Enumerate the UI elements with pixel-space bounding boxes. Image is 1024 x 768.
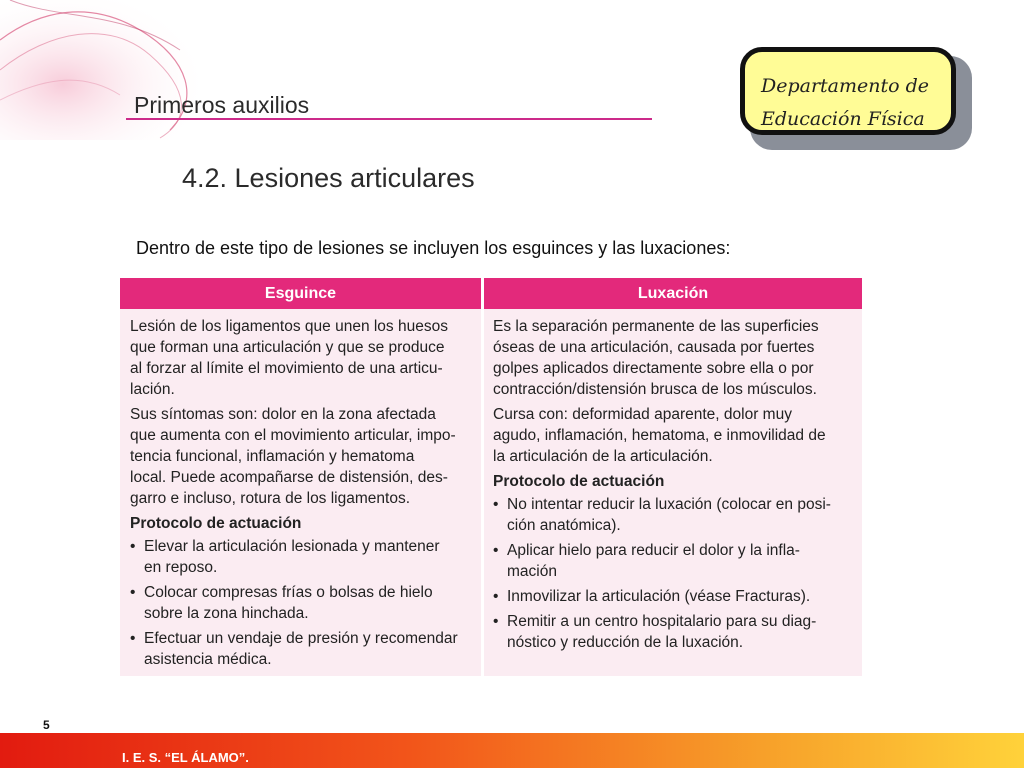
footer-school-name: I. E. S. “EL ÁLAMO”. [122, 750, 249, 765]
text-line: Inmovilizar la articulación (véase Fracturas). [507, 588, 811, 605]
text-line: No intentar reducir la luxación (colocar en posi- [507, 496, 831, 513]
list-item [130, 582, 475, 624]
text-line: nóstico y reducción de la luxación. [507, 634, 744, 651]
page-number: 5 [43, 718, 50, 732]
header-title: Primeros auxilios [134, 92, 310, 118]
text-line: Sus síntomas son: dolor en la zona afectada [130, 406, 436, 423]
header-luxacion: Luxación [484, 278, 862, 309]
intro-text: Dentro de este tipo de lesiones se incluyen los esguinces y las luxaciones: [136, 238, 731, 258]
text-line: lación. [130, 381, 175, 398]
text-line: tencia funcional, inflamación y hematoma [130, 448, 415, 465]
esguince-symptoms [130, 404, 475, 509]
bullet-icon: • [130, 584, 136, 601]
text-line: la articulación de la articulación. [493, 448, 713, 465]
list-item [493, 540, 855, 582]
text-line: óseas de una articulación, causada por fuertes [493, 339, 815, 356]
list-item [493, 494, 855, 536]
text-line: agudo, inflamación, hematoma, e inmovilidad de [493, 427, 826, 444]
department-line-2: Educación Física [761, 108, 925, 130]
luxacion-symptoms [493, 404, 855, 467]
text-line: en reposo. [144, 559, 218, 576]
list-item [493, 586, 855, 607]
text-line: mación [507, 563, 557, 580]
text-line: ción anatómica). [507, 517, 621, 534]
luxacion-protocol-list [493, 494, 855, 653]
esguince-definition [130, 316, 475, 400]
text-line: Aplicar hielo para reducir el dolor y la infla- [507, 542, 800, 559]
text-line: Efectuar un vendaje de presión y recomendar [144, 630, 458, 647]
list-item [493, 611, 855, 653]
bullet-icon: • [493, 542, 499, 559]
bullet-icon: • [493, 613, 499, 630]
text-line: que forman una articulación y que se produce [130, 339, 445, 356]
text-line: garro e incluso, rotura de los ligamentos. [130, 490, 411, 507]
text-line: Colocar compresas frías o bolsas de hielo [144, 584, 433, 601]
bullet-icon: • [130, 630, 136, 647]
esguince-column [130, 316, 475, 674]
column-divider [481, 278, 484, 676]
text-line: Remitir a un centro hospitalario para su diag- [507, 613, 817, 630]
bullet-icon: • [493, 588, 499, 605]
luxacion-definition [493, 316, 855, 400]
text-line: Cursa con: deformidad aparente, dolor muy [493, 406, 792, 423]
text-line: local. Puede acompañarse de distensión, des- [130, 469, 448, 486]
luxacion-column [493, 316, 855, 657]
header-esguince: Esguince [120, 278, 481, 309]
text-line: sobre la zona hinchada. [144, 605, 309, 622]
text-line: asistencia médica. [144, 651, 272, 668]
text-line: que aumenta con el movimiento articular, impo- [130, 427, 456, 444]
bullet-icon: • [130, 538, 136, 555]
text-line: Lesión de los ligamentos que unen los huesos [130, 318, 448, 335]
esguince-protocol-list [130, 536, 475, 670]
text-line: Es la separación permanente de las superficies [493, 318, 819, 335]
bullet-icon: • [493, 496, 499, 513]
comparison-table [120, 278, 862, 676]
luxacion-protocol-title: Protocolo de actuación [493, 473, 665, 490]
text-line: contracción/distensión brusca de los músculos. [493, 381, 817, 398]
text-line: al forzar al límite el movimiento de una articu- [130, 360, 443, 377]
list-item [130, 628, 475, 670]
esguince-protocol-title: Protocolo de actuación [130, 515, 302, 532]
department-badge-text [761, 70, 951, 136]
text-line: golpes aplicados directamente sobre ella o por [493, 360, 814, 377]
list-item [130, 536, 475, 578]
header-underline [126, 118, 652, 120]
section-title: 4.2. Lesiones articulares [182, 163, 475, 193]
department-line-1: Departamento de [761, 75, 930, 97]
text-line: Elevar la articulación lesionada y mantener [144, 538, 440, 555]
